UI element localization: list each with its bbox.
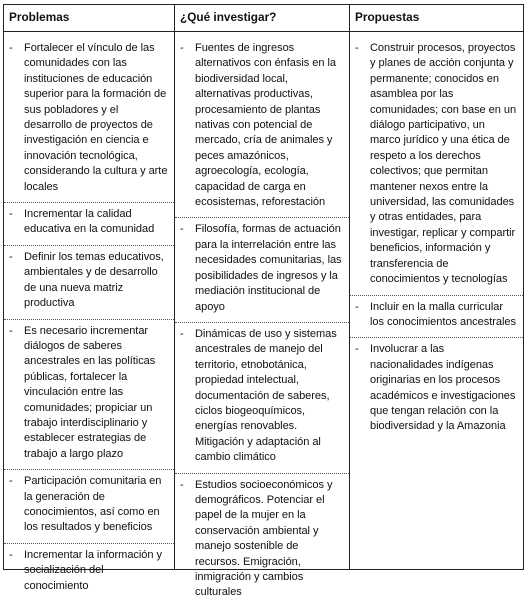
list-item: [175, 474, 349, 608]
bullet-marker: -: [9, 324, 13, 337]
bullet-marker: -: [180, 223, 184, 236]
list-item: [4, 203, 174, 246]
column-que-investigar: [175, 32, 350, 599]
list-item: [4, 37, 174, 203]
list-item: [4, 246, 174, 320]
item-text: Incluir en la malla curricular los conocimientos ancestrales: [370, 300, 516, 328]
bullet-marker: -: [9, 475, 13, 488]
list-item: [4, 470, 174, 544]
item-text: Filosofía, formas de actuación para la interrelación entre las necesidades comunitarias, las posibilidades de ingresos y la mediación institucional de apoyo: [195, 223, 342, 313]
item-text: Incrementar la información y socialización del conocimiento: [24, 548, 162, 592]
bullet-marker: -: [9, 208, 13, 221]
table-grid: [4, 5, 523, 599]
bullet-marker: -: [180, 327, 184, 340]
list-item: [350, 296, 523, 339]
header-propuestas: Propuestas: [350, 5, 523, 32]
item-text: Definir los temas educativos, ambientales y de desarrollo de una nueva matriz productiva: [24, 250, 164, 310]
list-item: [4, 320, 174, 471]
list-item: [4, 544, 174, 601]
column-propuestas: [350, 32, 523, 570]
item-text: Participación comunitaria en la generación de conocimientos, así como en los resultados y beneficios: [24, 475, 162, 534]
item-text: Es necesario incrementar diálogos de saberes ancestrales en las políticas públicas, fortalecer la vinculación entre las comunidades; propiciar un trabajo interdisciplinario y establecer estrategias de trabajo a largo plazo: [24, 324, 156, 460]
item-text: Estudios socioeconómicos y demográficos. Potenciar el papel de la mujer en la conservación ambiental y manejo sostenible de recursos. Emigración, inmigración y cambios culturales: [195, 478, 333, 599]
list-item: [175, 37, 349, 218]
list-item: [350, 338, 523, 441]
research-table: [3, 4, 524, 599]
list-item: [175, 323, 349, 474]
bullet-marker: -: [355, 42, 359, 54]
item-text: Dinámicas de uso y sistemas ancestrales de manejo del territorio, etnobotánica, propiedad intelectual, documentación de saberes, ciclos biogeoquímicos, energías renovables. Mitigación y adaptación al cambio climático: [195, 327, 337, 464]
bullet-marker: -: [9, 250, 13, 263]
bullet-marker: -: [355, 343, 359, 356]
item-text: Incrementar la calidad educativa en la comunidad: [24, 208, 155, 236]
bullet-marker: -: [355, 300, 359, 313]
list-item: [175, 218, 349, 322]
column-problemas: [4, 32, 175, 592]
item-text: Involucrar a las nacionalidades indígenas originarias en los procesos académicos e investigaciones que tengan relación con la biodiversidad y la Amazonia: [370, 343, 516, 433]
item-text: Construir procesos, proyectos y planes de acción conjunta y permanente; conocidos en asamblea por las comunidades; con base en un diálogo participativo, un marco jurídico y una ética de respeto a los derechos colectivos; que permitan mantener nexos entre la universidad, las comunidades y otras entidades, para investigar, replicar y compartir beneficios, información y transferencia de conocimientos y tecnologías: [370, 42, 517, 286]
list-item: [350, 37, 523, 296]
item-text: Fuentes de ingresos alternativos con énfasis en la biodiversidad local, alternativas productivas, procesamiento de plantas nativas con potencial de mercado, cría de animales y peces amazónicos, agroecología, ecología, capacidad de carga en ecosistemas, reforestación: [195, 42, 336, 209]
bullet-marker: -: [9, 548, 13, 561]
header-que-investigar: ¿Qué investigar?: [175, 5, 350, 32]
bullet-marker: -: [180, 42, 184, 54]
header-problemas: Problemas: [4, 5, 175, 32]
bullet-marker: -: [9, 42, 13, 54]
item-text: Fortalecer el vínculo de las comunidades con las instituciones de educación superior para la formación de sus pobladores y el desarrollo de proyectos de investigación en ciencia e innovación tecnológica, considerando la cultura y arte locales: [24, 42, 168, 193]
bullet-marker: -: [180, 478, 184, 491]
